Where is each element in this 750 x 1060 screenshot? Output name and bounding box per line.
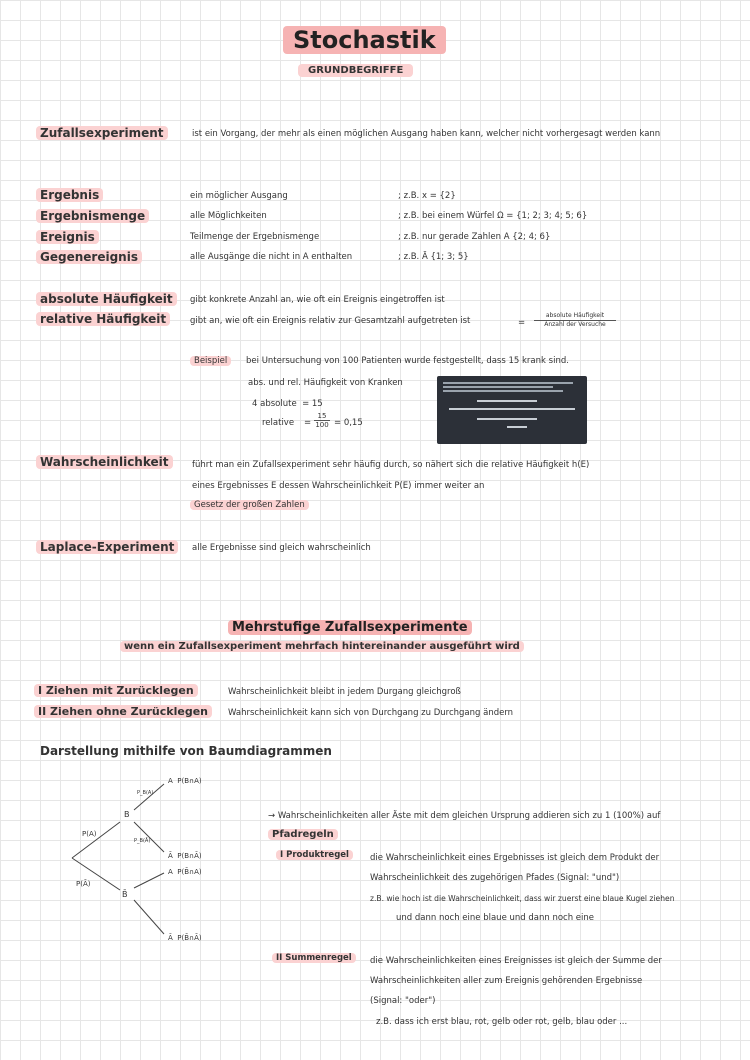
page-title: Stochastik: [283, 26, 446, 54]
probability-line1: führt man ein Zufallsexperiment sehr häufig durch, so nähert sich die relative Häufigkeit h(E): [192, 460, 590, 470]
term-ergebnismenge: Ergebnismenge: [36, 209, 149, 223]
text-relative-haeufigkeit: gibt an, wie oft ein Ereignis relativ zur Gesamtzahl aufgetreten ist: [190, 316, 471, 326]
laplace-text: alle Ergebnisse sind gleich wahrscheinlich: [192, 543, 371, 553]
term-ergebnis: Ergebnis: [36, 188, 103, 202]
formula-numerator: absolute Häufigkeit: [534, 312, 616, 321]
sum-rule-line3: (Signal: "oder"): [370, 996, 436, 1006]
tree-label-pa: P(A): [82, 830, 97, 838]
formula-denominator: Anzahl der Versuche: [544, 321, 606, 328]
text-ereignis: Teilmenge der Ergebnismenge: [190, 232, 320, 242]
tree-node-b: B: [124, 810, 130, 819]
tree-heading: Darstellung mithilfe von Baumdiagrammen: [40, 744, 332, 758]
example-label: Beispiel: [190, 356, 231, 366]
example-text: bei Untersuchung von 100 Patienten wurde festgestellt, dass 15 krank sind.: [246, 356, 569, 366]
sum-rule-line2: Wahrscheinlichkeiten aller zum Ereignis gehörenden Ergebnisse: [370, 976, 643, 986]
ziehen-mit-text: Wahrscheinlichkeit bleibt in jedem Durgang gleichgroß: [228, 687, 461, 697]
term-zufallsexperiment: Zufallsexperiment: [36, 126, 168, 140]
tree-label-pabar: P(Ā): [76, 880, 91, 888]
example-absolute-value: = 15: [302, 399, 323, 409]
term-wahrscheinlichkeit: Wahrscheinlichkeit: [36, 455, 173, 469]
product-rule-example1: z.B. wie hoch ist die Wahrscheinlichkeit, dass wir zuerst eine blaue Kugel ziehen: [370, 894, 675, 903]
tree-leaf-1: [168, 777, 202, 785]
tree-leaf-1-prob: P(B∩A): [177, 777, 202, 785]
example-ereignis: ; z.B. nur gerade Zahlen A {2; 4; 6}: [398, 232, 551, 242]
tree-edge-b-a: [134, 784, 164, 810]
page-subtitle: GRUNDBEGRIFFE: [298, 64, 413, 77]
tree-edge-b-abar: [134, 822, 164, 852]
probability-law: Gesetz der großen Zahlen: [190, 500, 309, 510]
probability-line2: eines Ergebnisses E dessen Wahrscheinlichkeit P(E) immer weiter an: [192, 481, 485, 491]
text-gegenereignis: alle Ausgänge die nicht in A enthalten: [190, 252, 353, 262]
sum-rule-example: z.B. dass ich erst blau, rot, gelb oder rot, gelb, blau oder ...: [376, 1017, 628, 1027]
section-title-mehrstufige: Mehrstufige Zufallsexperimente: [228, 620, 472, 635]
tree-leaf-3-prob: P(B̄∩A): [177, 868, 202, 876]
example-ergebnismenge: ; z.B. bei einem Würfel Ω = {1; 2; 3; 4; 5; 6}: [398, 211, 588, 221]
tree-leaf-4-event: Ā: [168, 934, 173, 942]
tree-leaf-1-event: A: [168, 777, 173, 785]
ziehen-mit-zuruecklegen: I Ziehen mit Zurücklegen: [34, 684, 198, 697]
example-relative-value: = 0,15: [334, 418, 363, 428]
section-subtitle-mehrstufige: wenn ein Zufallsexperiment mehrfach hintereinander ausgeführt wird: [120, 641, 524, 652]
tree-label-pb-a: P_B(A): [137, 790, 154, 796]
tree-leaf-3: [168, 868, 202, 876]
example-relative-denominator: 100: [315, 421, 329, 429]
rules-title: Pfadregeln: [268, 829, 338, 840]
tree-edge-root-b: [72, 822, 120, 858]
tree-edge-bbar-a: [134, 873, 164, 888]
sum-rule-label: II Summenregel: [272, 953, 356, 963]
product-rule-line1: die Wahrscheinlichkeit eines Ergebnisses ist gleich dem Produkt der: [370, 853, 660, 863]
term-absolute-haeufigkeit: absolute Häufigkeit: [36, 292, 177, 306]
tree-leaf-4-prob: P(B̄∩Ā): [177, 934, 202, 942]
example-relative-eq: =: [304, 418, 312, 428]
tree-leaf-2-prob: P(B∩Ā): [177, 852, 202, 860]
term-laplace: Laplace-Experiment: [36, 540, 178, 554]
tree-label-pb-abar: P_B(Ā): [134, 838, 151, 844]
example-gegenereignis: ; z.B. Ā {1; 3; 5}: [398, 252, 469, 262]
text-ergebnismenge: alle Möglichkeiten: [190, 211, 267, 221]
sum-rule-line1: die Wahrscheinlichkeiten eines Ereignisses ist gleich der Summe der: [370, 956, 662, 966]
rules-intro: → Wahrscheinlichkeiten aller Äste mit dem gleichen Ursprung addieren sich zu 1 (100%) auf: [268, 811, 661, 821]
example-ergebnis: ; z.B. x = {2}: [398, 191, 456, 201]
tree-leaf-3-event: A: [168, 868, 173, 876]
tree-node-bbar: B̄: [122, 890, 128, 899]
example-line2: abs. und rel. Häufigkeit von Kranken: [248, 378, 403, 388]
product-rule-label: I Produktregel: [276, 850, 353, 860]
tree-edge-bbar-abar: [134, 900, 164, 934]
definition-zufallsexperiment: ist ein Vorgang, der mehr als einen möglichen Ausgang haben kann, welcher nicht vorhergesagt werden kann: [192, 129, 661, 139]
tree-leaf-4: [168, 934, 202, 942]
tree-leaf-2: [168, 852, 202, 860]
example-absolute-label: absolute: [260, 399, 297, 409]
term-relative-haeufigkeit: relative Häufigkeit: [36, 312, 170, 326]
text-absolute-haeufigkeit: gibt konkrete Anzahl an, wie oft ein Ereignis eingetroffen ist: [190, 295, 445, 305]
example-absolute: 4 absolute = 15: [252, 399, 323, 409]
ziehen-ohne-zuruecklegen: II Ziehen ohne Zurücklegen: [34, 705, 212, 718]
product-rule-example2: und dann noch eine blaue und dann noch eine: [396, 913, 595, 923]
term-gegenereignis: Gegenereignis: [36, 250, 142, 264]
example-relative-numerator: 15: [314, 412, 330, 421]
example-relative-label: relative: [262, 418, 295, 428]
product-rule-line2: Wahrscheinlichkeit des zugehörigen Pfades (Signal: "und"): [370, 873, 620, 883]
ziehen-ohne-text: Wahrscheinlichkeit kann sich von Durchgang zu Durchgang ändern: [228, 708, 514, 718]
term-ereignis: Ereignis: [36, 230, 99, 244]
text-ergebnis: ein möglicher Ausgang: [190, 191, 288, 201]
formula-equals: =: [518, 318, 526, 328]
tree-leaf-2-event: Ā: [168, 852, 173, 860]
